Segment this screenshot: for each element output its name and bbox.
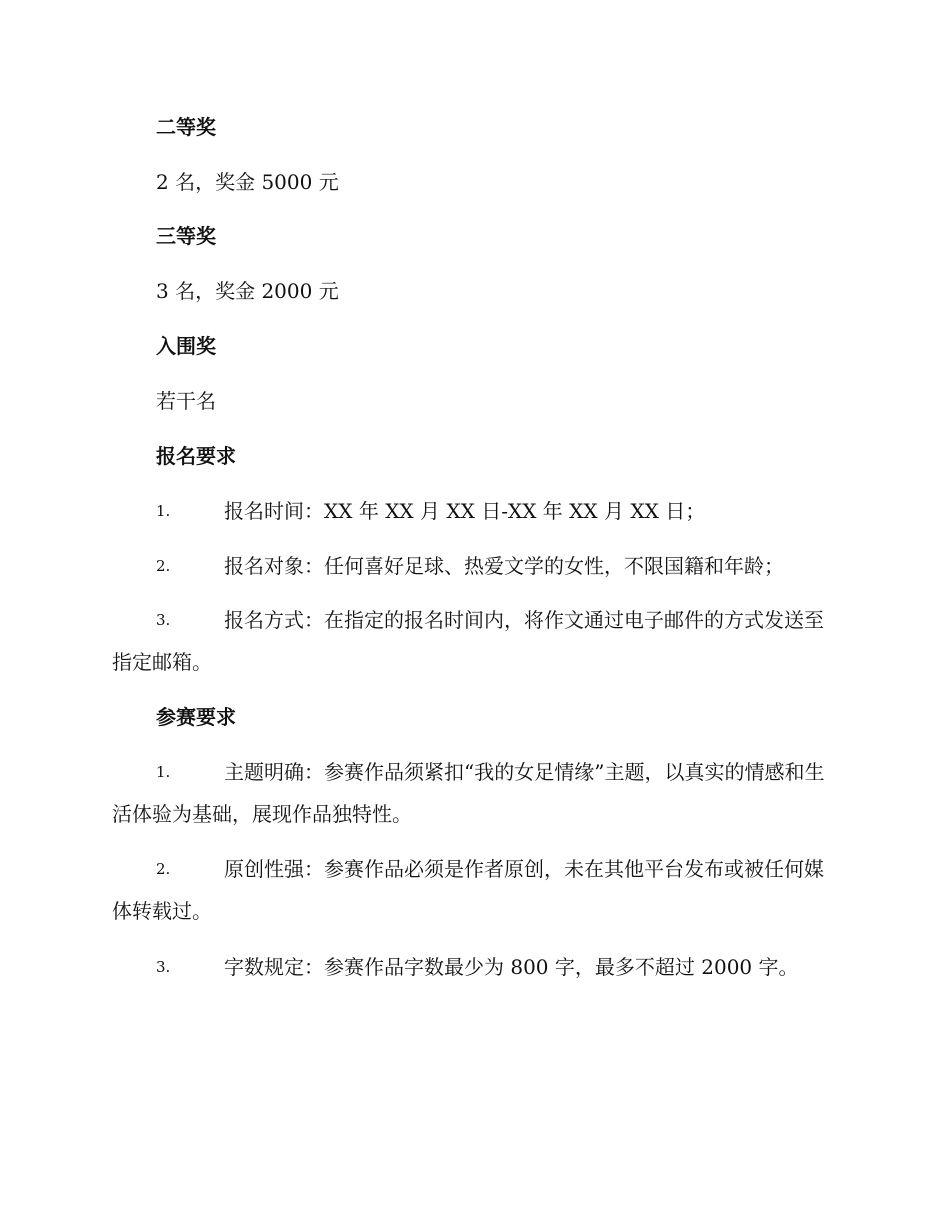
second-prize-heading: 二等奖 (156, 115, 216, 139)
finalist-prize-heading: 入围奖 (156, 334, 216, 358)
second-prize-detail: 2 名，奖金 5000 元 (156, 170, 339, 194)
registration-item (112, 599, 834, 683)
list-number: 1. (156, 763, 171, 781)
list-item-text: 主题明确：参赛作品须紧扣“我的女足情缘”主题，以真实的情感和生活体验为基础，展现作品独特性。 (112, 760, 825, 826)
list-item-text: 原创性强：参赛作品必须是作者原创，未在其他平台发布或被任何媒体转载过。 (112, 857, 824, 923)
list-number: 3. (156, 611, 171, 629)
finalist-prize-detail: 若干名 (156, 389, 216, 413)
list-item-text: 报名对象：任何喜好足球、热爱文学的女性，不限国籍和年龄； (224, 554, 784, 578)
participation-item (112, 751, 834, 835)
list-number: 1. (156, 502, 171, 520)
third-prize-heading: 三等奖 (156, 224, 216, 248)
list-number: 2. (156, 860, 171, 878)
list-item-text: 字数规定：参赛作品字数最少为 800 字，最多不超过 2000 字。 (224, 955, 799, 979)
registration-item (112, 545, 834, 587)
participation-item (112, 946, 834, 988)
list-number: 3. (156, 958, 171, 976)
registration-item (112, 490, 834, 532)
list-item-text: 报名时间：XX 年 XX 月 XX 日-XX 年 XX 月 XX 日； (224, 499, 706, 523)
third-prize-detail: 3 名，奖金 2000 元 (156, 279, 339, 303)
list-number: 2. (156, 557, 171, 575)
list-item-text: 报名方式：在指定的报名时间内，将作文通过电子邮件的方式发送至指定邮箱。 (112, 608, 824, 674)
registration-heading: 报名要求 (156, 444, 236, 468)
participation-heading: 参赛要求 (156, 705, 236, 729)
participation-item (112, 848, 834, 932)
